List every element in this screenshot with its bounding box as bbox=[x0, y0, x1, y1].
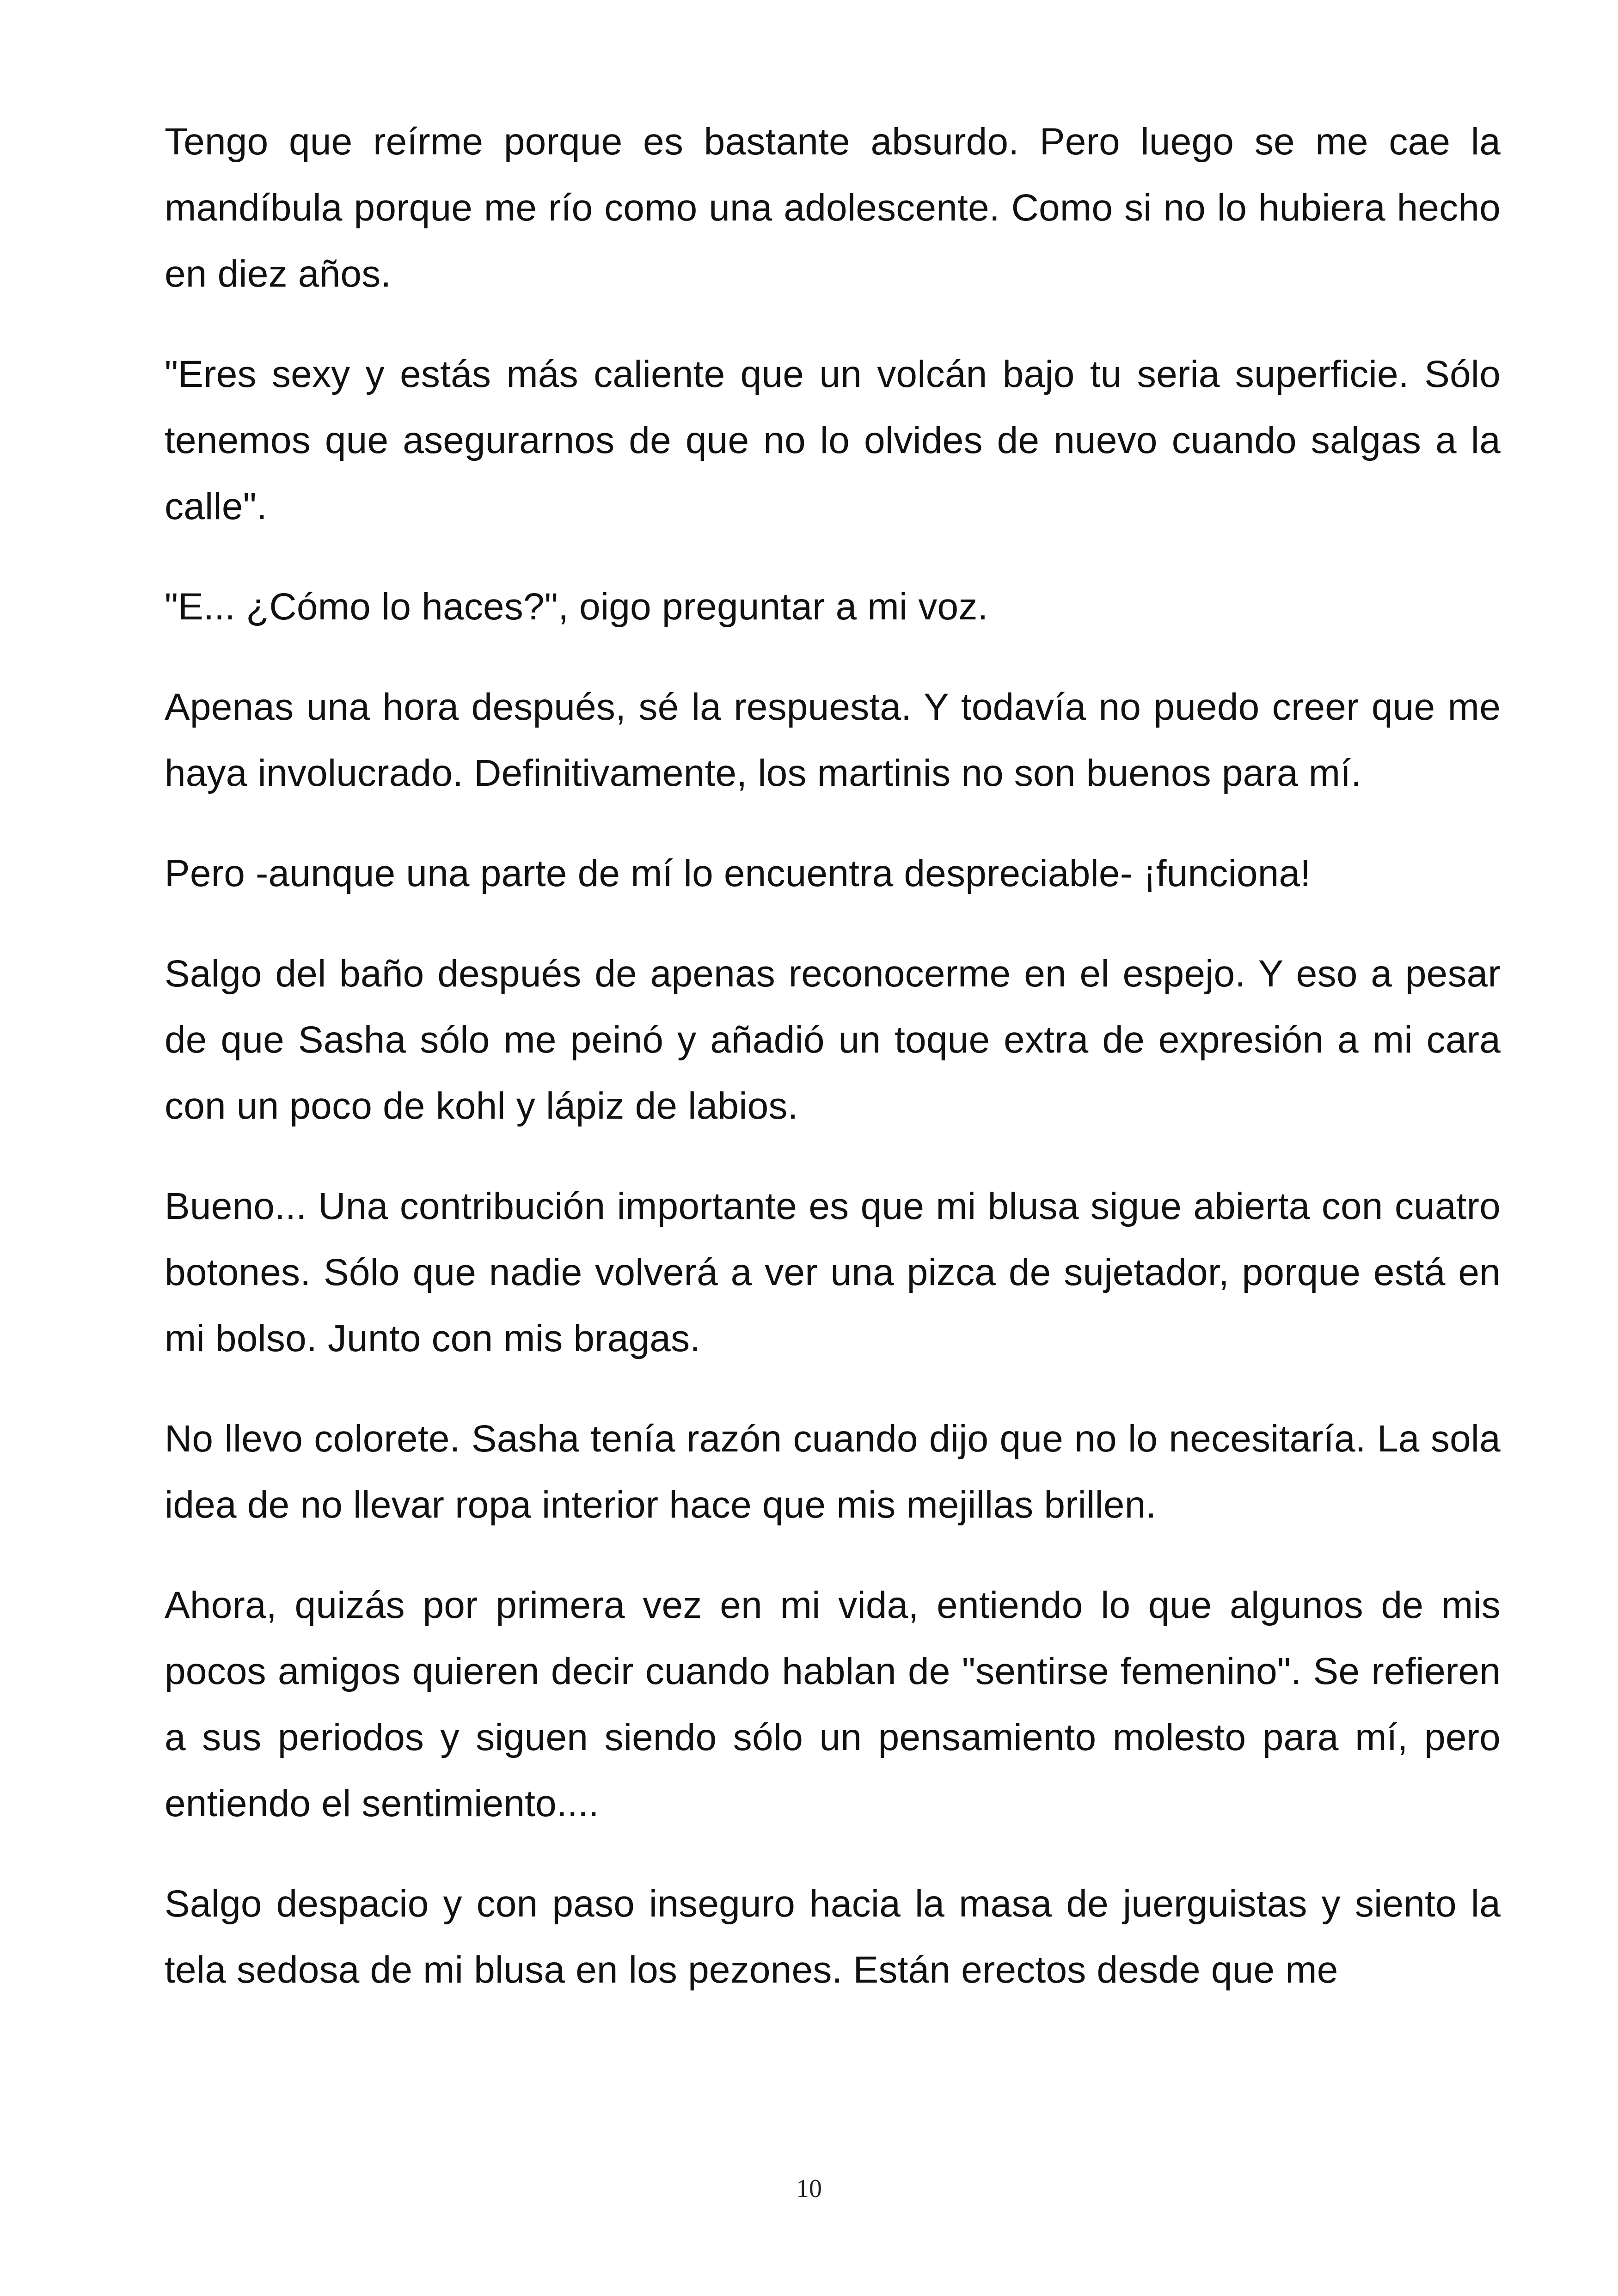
paragraph: Ahora, quizás por primera vez en mi vida, entiendo lo que algunos de mis pocos amigos quieren decir cuando hablan de "sentirse femenino". Se refieren a sus periodos y siguen siendo sólo un pensamiento molesto para mí, pero entiendo el sentimiento.... bbox=[165, 1584, 1501, 1825]
paragraph: "E... ¿Cómo lo haces?", oigo preguntar a mi voz. bbox=[165, 586, 988, 628]
paragraph: Salgo del baño después de apenas reconocerme en el espejo. Y eso a pesar de que Sasha sólo me peinó y añadió un toque extra de expresión a mi cara con un poco de kohl y lápiz de labios. bbox=[165, 953, 1501, 1127]
paragraph: "Eres sexy y estás más caliente que un volcán bajo tu seria superficie. Sólo tenemos que asegurarnos de que no lo olvides de nuevo cuando salgas a la calle". bbox=[165, 353, 1501, 527]
paragraph: Tengo que reírme porque es bastante absurdo. Pero luego se me cae la mandíbula porque me río como una adolescente. Como si no lo hubiera hecho en diez años. bbox=[165, 121, 1501, 295]
paragraph: Pero -aunque una parte de mí lo encuentra despreciable- ¡funciona! bbox=[165, 852, 1311, 894]
body-text bbox=[165, 109, 1501, 2037]
paragraph: No llevo colorete. Sasha tenía razón cuando dijo que no lo necesitaría. La sola idea de no llevar ropa interior hace que mis mejillas brillen. bbox=[165, 1418, 1501, 1526]
paragraph: Salgo despacio y con paso inseguro hacia la masa de juerguistas y siento la tela sedosa de mi blusa en los pezones. Están erectos desde que me bbox=[165, 1883, 1501, 1991]
paragraph: Apenas una hora después, sé la respuesta. Y todavía no puedo creer que me haya involucrado. Definitivamente, los martinis no son buenos para mí. bbox=[165, 686, 1501, 794]
paragraph: Bueno... Una contribución importante es que mi blusa sigue abierta con cuatro botones. Sólo que nadie volverá a ver una pizca de sujetador, porque está en mi bolso. Junto con mis bragas. bbox=[165, 1185, 1501, 1359]
page-number: 10 bbox=[796, 2174, 822, 2203]
